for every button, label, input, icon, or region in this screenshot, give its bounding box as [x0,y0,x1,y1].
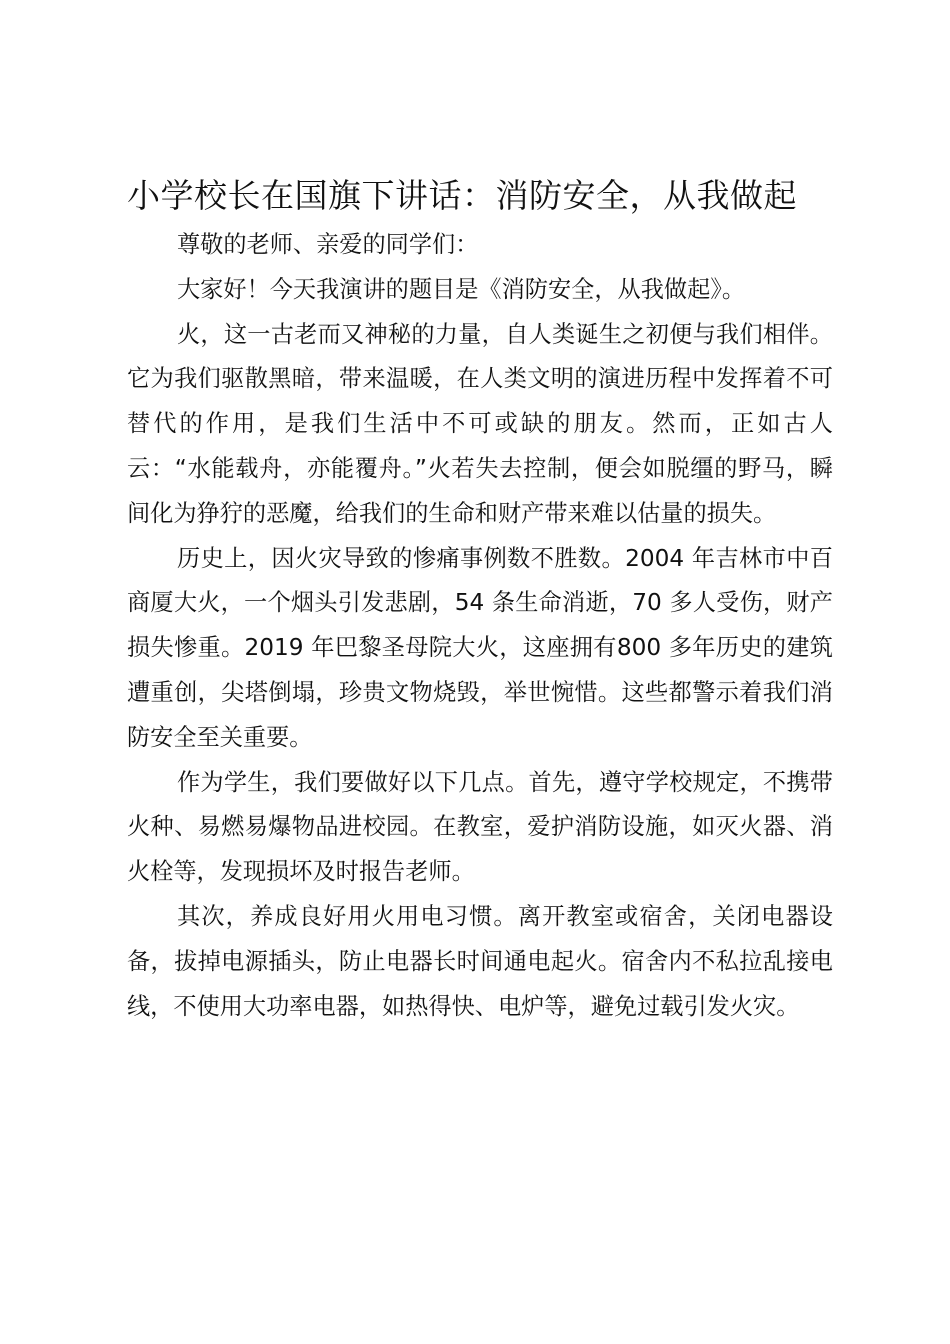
salutation: 尊敬的老师、亲爱的同学们： [177,231,479,258]
document-title: 小学校长在国旗下讲话：消防安全，从我做起 [127,176,797,215]
paragraph-student-duties: 作为学生，我们要做好以下几点。首先，遵守学校规定，不携带火种、易燃易爆物品进校园。在教室，爱护消防设施，如灭火器、消火栓等，发现损坏及时报告老师。 [127,768,833,886]
paragraph-greeting: 大家好！今天我演讲的题目是《消防安全，从我做起》。 [177,275,746,303]
paragraph-habits: 其次，养成良好用火用电习惯。离开教室或宿舍，关闭电器设备，拔掉电源插头，防止电器长时间通电起火。宿舍内不私拉乱接电线，不使用大功率电器，如热得快、电炉等，避免过载引发火灾。 [127,902,833,1020]
paragraph-fire-intro: 火，这一古老而又神秘的力量，自人类诞生之初便与我们相伴。它为我们驱散黑暗，带来温暖，在人类文明的演进历程中发挥着不可替代的作用，是我们生活中不可或缺的朋友。然而，正如古人云：“水能载舟，亦能覆舟。”火若失去控制，便会如脱缰的野马，瞬间化为狰狞的恶魔，给我们的生命和财产带来难以估量的损失。 [127,320,833,527]
document-page [127,166,833,1029]
paragraph-history: 历史上，因火灾导致的惨痛事例数不胜数。2004 年吉林市中百商厦大火，一个烟头引发悲剧，54 条生命消逝，70 多人受伤，财产损失惨重。2019 年巴黎圣母院大火，这座拥有800 多年历史的建筑遭重创，尖塔倒塌，珍贵文物烧毁，举世惋惜。这些都警示着我们消防安全至关重要。 [127,544,833,751]
